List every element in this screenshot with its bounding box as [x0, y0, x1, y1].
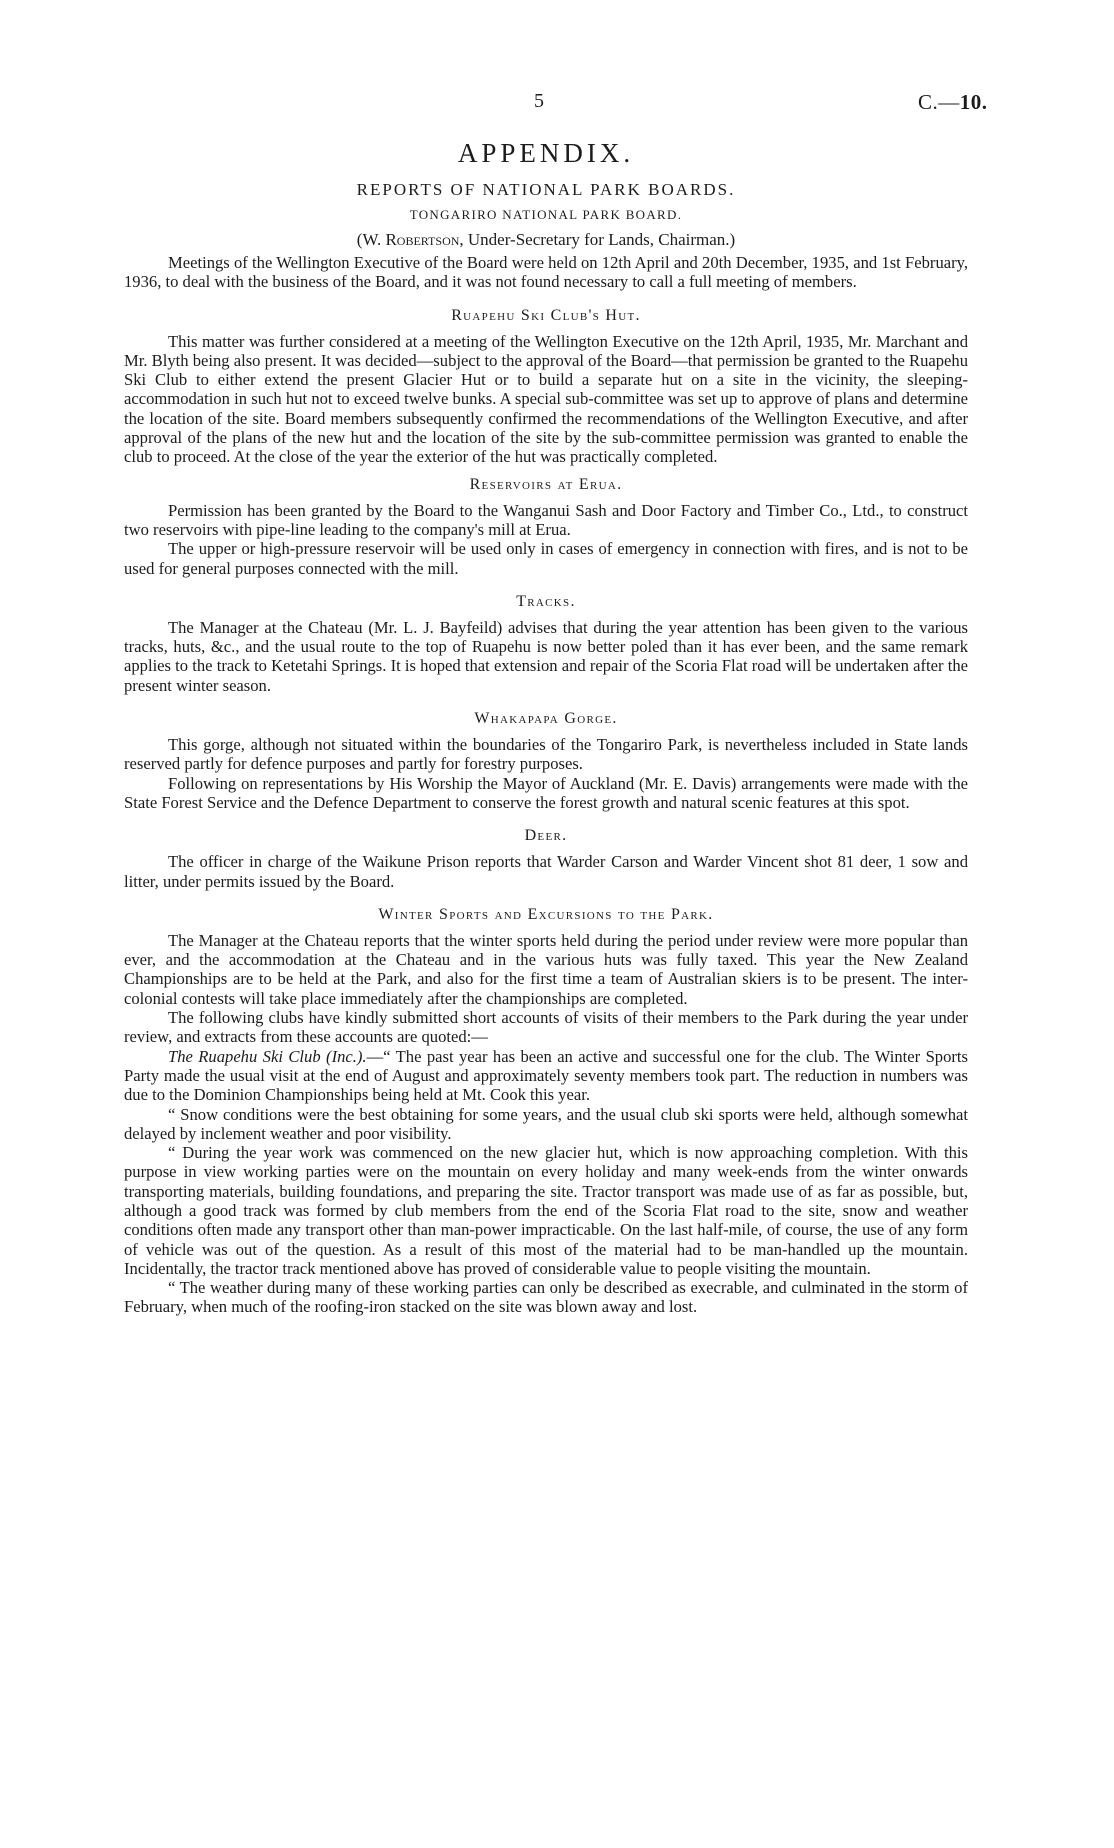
chairman-name: W. Robertson [362, 230, 460, 249]
quote-paragraph: “ Snow conditions were the best obtaining for some years, and the usual club ski sports were held, although somewhat delayed by inclement weather and poor visibility. [124, 1104, 968, 1143]
chairman-line [124, 229, 968, 251]
section-heading-deer: Deer. [524, 827, 568, 845]
page-number: 5 [534, 90, 544, 112]
page-header [0, 90, 1114, 120]
doc-ref-number: 10. [959, 90, 988, 114]
doc-ref-prefix: C.— [918, 90, 960, 114]
section-heading-winter-sports: Winter Sports and Excursions to the Park. [378, 905, 714, 923]
section-heading-reservoirs: Reservoirs at Erua. [469, 475, 623, 493]
paragraph: The officer in charge of the Waikune Prison reports that Warder Carson and Warder Vincent shot 81 deer, 1 sow and litter, under permits issued by the Board. [124, 852, 968, 891]
club-name: The Ruapehu Ski Club (Inc.). [168, 1046, 367, 1066]
chairman-role: , Under-Secretary for Lands, Chairman.) [459, 230, 736, 249]
intro-paragraph: Meetings of the Wellington Executive of the Board were held on 12th April and 20th December, 1935, and 1st February, 1936, to deal with the business of the Board, and it was not found necessary to call a full meeting of members. [124, 253, 968, 292]
reports-title: REPORTS OF NATIONAL PARK BOARDS. [356, 180, 736, 199]
section-heading-whakapapa-gorge: Whakapapa Gorge. [474, 710, 618, 728]
quote-text: —“ The past year has been an active and successful one for the club. The Winter Sports Party made the usual visit at the end of August and approximately seventy members took part. The reduction in numbers was due to the Dominion Championships being held at Mt. Cook this year. [124, 1046, 968, 1105]
paragraph: This gorge, although not situated within the boundaries of the Tongariro Park, is nevertheless included in State lands reserved partly for defence purposes and partly for forestry purposes. [124, 735, 968, 774]
paragraph: The following clubs have kindly submitted short accounts of visits of their members to the Park during the year under review, and extracts from these accounts are quoted:— [124, 1008, 968, 1047]
paragraph: Following on representations by His Worship the Mayor of Auckland (Mr. E. Davis) arrangements were made with the State Forest Service and the Defence Department to conserve the forest growth and natural scenic features at this spot. [124, 773, 968, 812]
section-heading-ski-club-hut: Ruapehu Ski Club's Hut. [451, 306, 641, 324]
paragraph: The upper or high-pressure reservoir will be used only in cases of emergency in connection with fires, and is not to be used for general purposes connected with the mill. [124, 539, 968, 578]
section-heading-tracks: Tracks. [516, 592, 576, 610]
board-title: TONGARIRO NATIONAL PARK BOARD. [409, 207, 683, 222]
paragraph: This matter was further considered at a meeting of the Wellington Executive on the 12th April, 1935, Mr. Marchant and Mr. Blyth being also present. It was decided—subject to the approval of the Board—that permission be granted to the Ruapehu Ski Club to either extend the present Glacier Hut or to build a separate hut on a site in the vicinity, the sleeping-accommodation in such hut not to exceed twelve bunks. A special sub-committee was set up to approve of plans and determine the location of the site. Board members subsequently confirmed the recommendations of the Wellington Executive, and after approval of the plans of the new hut and the location of the site by the sub-committee permission was granted to enable the club to proceed. At the close of the year the exterior of the hut was practically completed. [124, 331, 968, 467]
paragraph: The Manager at the Chateau (Mr. L. J. Bayfeild) advises that during the year attention has been given to the various tracks, huts, &c., and the usual route to the top of Ruapehu is now better poled than it has ever been, and the same remark applies to the track to Ketetahi Springs. It is hoped that extension and repair of the Scoria Flat road will be undertaken after the present winter season. [124, 617, 968, 695]
page-content [124, 138, 968, 1317]
quote-paragraph: “ During the year work was commenced on the new glacier hut, which is now approaching completion. With this purpose in view working parties were on the mountain on every holiday and many week-ends from the winter onwards transporting materials, building foundations, and preparing the site. Tractor transport was made use of as far as possible, but, although a good track was formed by club members from the end of the Scoria Flat road to the site, snow and weather conditions often made any transport other than man-power impracticable. On the last half-mile, of course, the use of any form of vehicle was out of the question. As a result of this most of the material had to be man-handled up the mountain. Incidentally, the tractor track mentioned above has proved of considerable value to people visiting the mountain. [124, 1143, 968, 1278]
paragraph: The Manager at the Chateau reports that the winter sports held during the period under review were more popular than ever, and the accommodation at the Chateau and in the various huts was fully taxed. This year the New Zealand Championships are to be held at the Park, and also for the first time a team of Australian skiers is to be present. The inter-colonial contests will take place immediately after the championships are completed. [124, 930, 968, 1008]
appendix-title: APPENDIX. [457, 138, 635, 168]
document-reference [918, 90, 988, 115]
quote-paragraph [124, 1047, 968, 1105]
chairman-open-paren: ( [356, 230, 363, 249]
quote-paragraph: “ The weather during many of these working parties can only be described as execrable, and culminated in the storm of February, when much of the roofing-iron stacked on the site was blown away and lost. [124, 1278, 968, 1317]
paragraph: Permission has been granted by the Board to the Wanganui Sash and Door Factory and Timber Co., Ltd., to construct two reservoirs with pipe-line leading to the company's mill at Erua. [124, 500, 968, 539]
